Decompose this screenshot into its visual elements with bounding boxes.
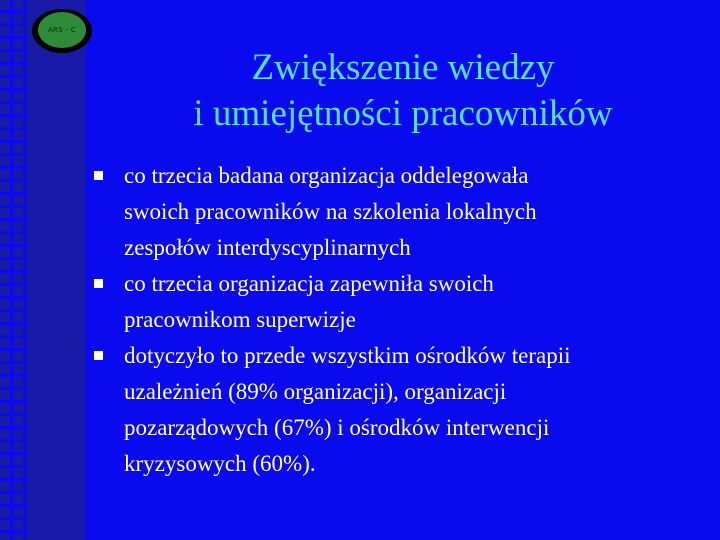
logo-text: ARS - C <box>47 26 77 34</box>
square-bullet-icon <box>94 279 103 288</box>
bullet-item <box>94 266 694 338</box>
bullet-list <box>94 158 694 482</box>
bullet-line: co trzecia organizacja zapewniła swoich <box>124 271 494 296</box>
slide-title <box>86 45 720 137</box>
logo <box>32 9 92 53</box>
bullet-line: pracownikom superwizje <box>124 307 356 332</box>
bullet-line: kryzysowych (60%). <box>124 451 316 476</box>
bullet-line: dotyczyło to przede wszystkim ośrodków terapii <box>124 343 571 368</box>
bullet-line: swoich pracowników na szkolenia lokalnych <box>124 199 537 224</box>
slide-title-line-1: Zwiększenie wiedzy <box>251 47 555 88</box>
logo-badge <box>38 12 86 48</box>
bullet-item <box>94 338 694 482</box>
square-bullet-icon <box>94 351 103 360</box>
bullet-line: uzależnień (89% organizacji), organizacji <box>124 379 507 404</box>
square-bullet-icon <box>94 171 103 180</box>
bullet-line: zespołów interdyscyplinarnych <box>124 235 411 260</box>
bullet-line: co trzecia badana organizacja oddelegowała <box>124 163 529 188</box>
slide-title-line-2: i umiejętności pracowników <box>193 93 613 134</box>
left-decorative-bar <box>28 0 86 540</box>
left-decorative-strip <box>0 0 28 540</box>
bullet-line: pozarządowych (67%) i ośrodków interwencji <box>124 415 550 440</box>
bullet-item <box>94 158 694 266</box>
